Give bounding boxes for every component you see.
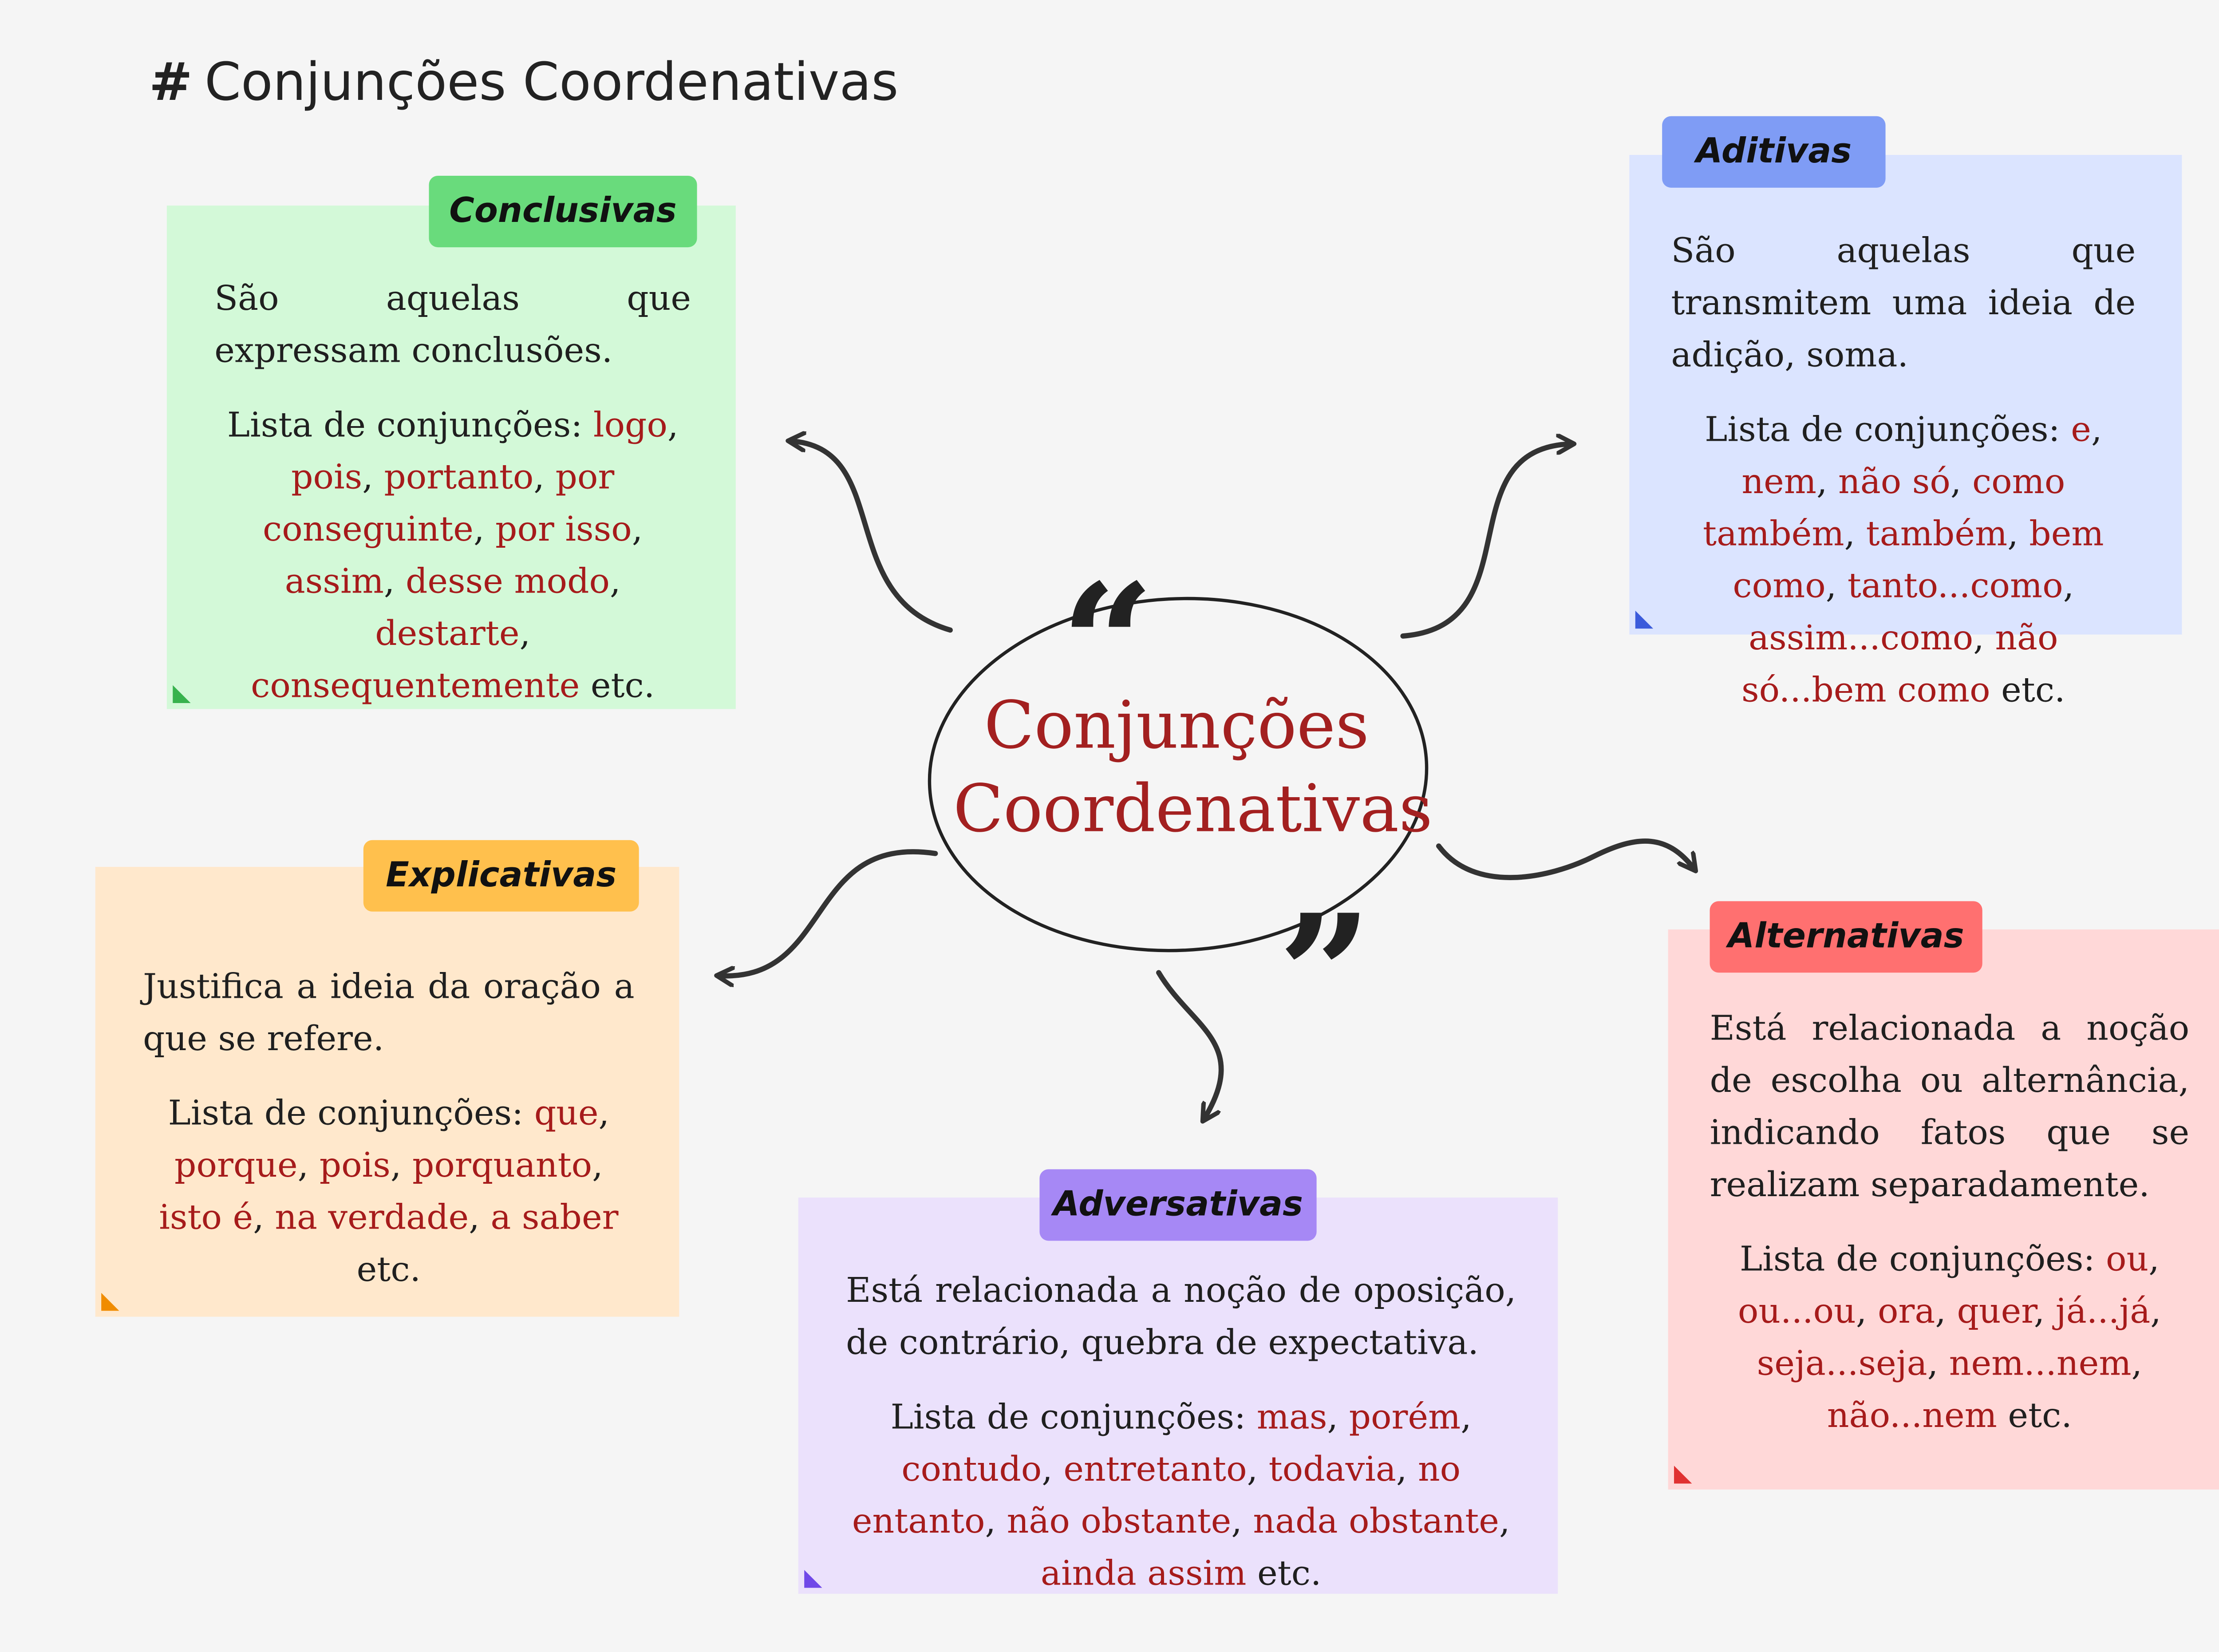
note-description: Está relacionada a noção de oposição, de contrário, quebra de expectativa. [846, 1272, 1516, 1363]
conjunction-word: todavia [1268, 1450, 1396, 1490]
conjunction-word: mas [1256, 1399, 1327, 1438]
conjunction-word: logo [593, 407, 667, 446]
note-description: Justifica a ideia da oração a que se refere. [143, 968, 635, 1059]
conjunction-word: pois [291, 458, 363, 498]
conjunction-word: contudo [901, 1450, 1042, 1490]
list-suffix: etc. [356, 1251, 421, 1290]
note-description: Está relacionada a noção de escolha ou alternância, indicando fatos que se realizam separadamente. [1710, 1010, 2190, 1205]
note-description: São aquelas que expressam conclusões. [214, 280, 691, 371]
conjunction-word: nem [1741, 463, 1816, 502]
arrow-to-adversativas [1159, 972, 1221, 1120]
list-prefix: Lista de conjunções: [1705, 411, 2071, 450]
center-title-line1: Conjunções [984, 688, 1370, 764]
conjunction-word: não só [1838, 463, 1951, 502]
arrow-to-conclusivas [790, 441, 950, 630]
conjunction-word: também [1866, 515, 2008, 554]
conjunction-word: e [2071, 411, 2091, 450]
conjunction-word: entretanto [1063, 1450, 1247, 1490]
tag-explicativas: Explicativas [363, 840, 639, 912]
conjunction-word: destarte [375, 615, 520, 654]
list-suffix: etc. [2001, 672, 2065, 711]
tag-aditivas: Aditivas [1662, 116, 1885, 188]
conjunction-list: Lista de conjunções: e, nem, não só, como também, também, bem como, tanto...como, assim...como, não só...bem como etc. [1703, 411, 2104, 711]
note-description: São aquelas que transmitem uma ideia de adição, soma. [1671, 232, 2136, 375]
conjunction-list: Lista de conjunções: ou, ou...ou, ora, quer, já...já, seja...seja, nem...nem, não...nem etc. [1737, 1241, 2161, 1436]
note-alternativas [1668, 929, 2219, 1490]
list-prefix: Lista de conjunções: [168, 1095, 534, 1134]
conjunction-word: assim [284, 563, 384, 602]
conjunction-word: ou [2106, 1241, 2149, 1280]
close-quote-icon: ” [1278, 878, 1372, 1071]
conjunction-word: por conseguinte [263, 458, 615, 550]
conjunction-word: assim...como [1749, 620, 1974, 659]
conjunction-word: porque [174, 1147, 298, 1186]
conjunction-word: ora [1877, 1292, 1935, 1332]
corner-fold-icon [1635, 611, 1653, 628]
conjunction-word: já...já [2055, 1292, 2151, 1332]
list-suffix: etc. [590, 667, 655, 706]
center-title [953, 685, 1433, 852]
conjunction-word: desse modo [405, 563, 610, 602]
conjunction-word: porquanto [412, 1147, 592, 1186]
arrow-to-explicativas [718, 852, 936, 976]
list-suffix: etc. [2008, 1397, 2072, 1436]
corner-fold-icon [173, 685, 190, 703]
conjunction-word: portanto [384, 458, 534, 498]
arrow-to-alternativas [1439, 841, 1695, 877]
list-prefix: Lista de conjunções: [1739, 1241, 2106, 1280]
conjunction-word: porém [1349, 1399, 1461, 1438]
tag-alternativas: Alternativas [1710, 901, 1982, 972]
conjunction-word: ainda assim [1040, 1555, 1247, 1594]
conjunction-word: não...nem [1827, 1397, 1997, 1436]
center-title-line2: Coordenativas [953, 771, 1433, 848]
conjunction-word: seja...seja [1757, 1345, 1927, 1384]
tag-adversativas: Adversativas [1039, 1169, 1316, 1241]
tag-conclusivas: Conclusivas [429, 176, 697, 247]
note-aditivas [1629, 155, 2182, 711]
note-conclusivas [167, 206, 736, 709]
conjunction-word: pois [319, 1147, 391, 1186]
conjunction-word: isto é [159, 1199, 253, 1238]
conjunction-word: a saber [490, 1199, 619, 1238]
conjunction-word: nem...nem [1949, 1345, 2132, 1384]
conjunction-word: ou...ou [1737, 1292, 1856, 1332]
conjunction-word: bem como [1733, 515, 2104, 606]
conjunction-word: quer [1957, 1292, 2034, 1332]
page-title-text: Conjunções Coordenativas [204, 53, 899, 114]
conjunction-word: no entanto [852, 1450, 1461, 1542]
conjunction-word: não só...bem como [1741, 620, 2058, 711]
conjunction-word: consequentemente [251, 667, 580, 706]
conjunction-word: como também [1703, 463, 2065, 554]
conjunction-word: nada obstante [1253, 1503, 1500, 1542]
list-prefix: Lista de conjunções: [890, 1399, 1257, 1438]
conjunction-word: que [534, 1095, 599, 1134]
corner-fold-icon [804, 1570, 822, 1588]
conjunction-list: Lista de conjunções: logo, pois, portanto, por conseguinte, por isso, assim, desse modo, destarte, consequentemente etc. [227, 407, 679, 706]
heading-hash-icon: # [149, 53, 193, 114]
list-suffix: etc. [1257, 1555, 1322, 1594]
conjunction-word: na verdade [275, 1199, 469, 1238]
conjunction-list: Lista de conjunções: que, porque, pois, porquanto, isto é, na verdade, a saber etc. [159, 1095, 619, 1290]
note-explicativas [95, 867, 679, 1316]
conjunction-list: Lista de conjunções: mas, porém, contudo, entretanto, todavia, no entanto, não obstante, nada obstante, ainda assim etc. [852, 1399, 1510, 1594]
open-quote-icon: “ [1060, 548, 1155, 740]
corner-fold-icon [101, 1293, 119, 1311]
conjunction-word: por isso [495, 511, 632, 550]
arrow-to-aditivas [1403, 444, 1573, 636]
corner-fold-icon [1674, 1466, 1692, 1483]
note-adversativas [798, 1198, 1558, 1594]
conjunction-word: tanto...como [1847, 567, 2063, 606]
conjunction-word: não obstante [1007, 1503, 1232, 1542]
list-prefix: Lista de conjunções: [227, 407, 593, 446]
